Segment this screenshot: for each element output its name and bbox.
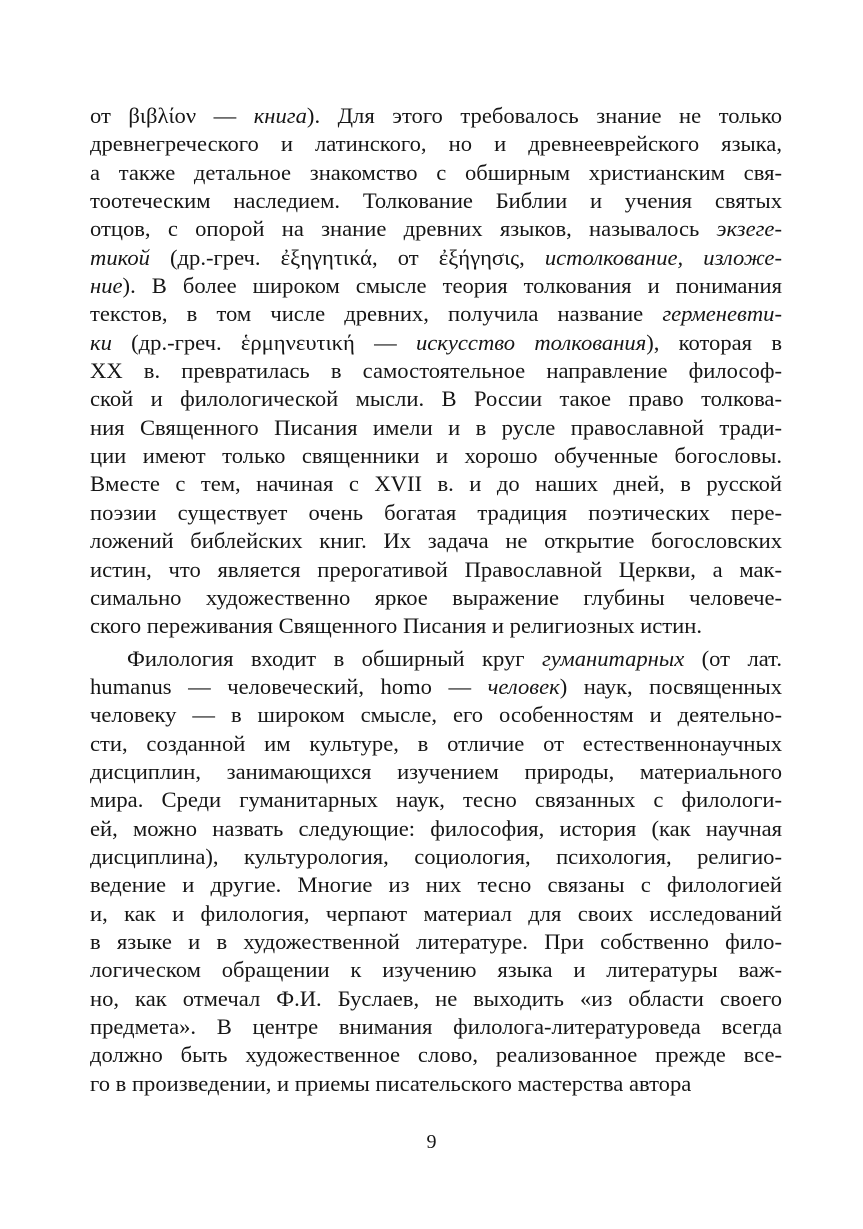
italic-run: истолкование, изложе- (544, 244, 782, 270)
italic-run: искусство толкования (415, 329, 647, 355)
italic-run: ние (90, 273, 123, 299)
paragraph (90, 645, 782, 1099)
text-line (90, 159, 782, 187)
text-line (90, 815, 782, 843)
text-run: ния Священного Писания имели и в русле православной тради- (90, 414, 782, 440)
text-run: и, как и филология, черпают материал для своих исследований (90, 900, 782, 926)
italic-run: человек (487, 673, 560, 699)
text-run: текстов, в том числе древних, получила название (90, 301, 663, 327)
text-run: го в произведении, и приемы писательского мастерства автора (90, 1070, 692, 1096)
text-line (90, 357, 782, 385)
text-line (90, 645, 782, 673)
text-run: от βιβλίον — (90, 103, 254, 128)
text-run: ). Для этого требовалось знание не только (306, 103, 783, 128)
text-line (90, 1070, 782, 1098)
text-line (90, 329, 782, 357)
text-run: ложений библейских книг. Их задача не открытие богословских (90, 528, 782, 554)
text-line (90, 871, 782, 899)
text-line (90, 985, 782, 1013)
text-run: древнегреческого и латинского, но и древнееврейского языка, (90, 131, 782, 157)
text-run: в языке и в художественной литературе. При собственно фило- (90, 928, 782, 954)
text-line (90, 527, 782, 555)
text-line (90, 102, 782, 130)
text-line (90, 956, 782, 984)
text-run: ). В более широком смысле теория толкования и понимания (122, 273, 782, 299)
text-line (90, 786, 782, 814)
text-line (90, 300, 782, 328)
text-run: дисциплин, занимающихся изучением природы, материального (90, 758, 782, 784)
text-line (90, 187, 782, 215)
text-run: предмета». В центре внимания филолога-литературоведа всегда (90, 1014, 782, 1039)
text-run: ского переживания Священного Писания и религиозных истин. (90, 613, 702, 639)
body-text (90, 102, 782, 1098)
text-line (90, 385, 782, 413)
text-line (90, 900, 782, 928)
text-run: (др.-греч. ἐξηγητικά, от ἐξήγησις, (149, 244, 545, 270)
text-run: XX в. превратилась в самостоятельное направление философ- (90, 358, 782, 384)
text-run: Филология входит в обширный круг (127, 645, 542, 671)
text-run: а также детальное знакомство с обширным христианским свя- (90, 159, 782, 185)
text-line (90, 584, 782, 612)
text-run: ской и филологической мысли. В России такое право толкова- (90, 386, 782, 412)
text-line (90, 1041, 782, 1069)
italic-run: книга (253, 103, 307, 128)
text-line (90, 272, 782, 300)
paragraph (90, 102, 782, 641)
text-line (90, 612, 782, 640)
text-run: поэзии существует очень богатая традиция поэтических пере- (90, 499, 782, 525)
text-line (90, 673, 782, 701)
text-run: симально художественно яркое выражение глубины человече- (90, 584, 782, 610)
page-number: 9 (426, 1131, 437, 1153)
text-line (90, 414, 782, 442)
text-run: (от лат. (684, 645, 783, 671)
text-run: сти, созданной им культуре, в отличие от естественнонаучных (90, 730, 782, 756)
text-run: отцов, с опорой на знание древних языков, называлось (90, 216, 717, 242)
text-line (90, 701, 782, 729)
text-run: тоотеческим наследием. Толкование Библии и учения святых (90, 188, 782, 214)
italic-run: тикой (90, 244, 150, 270)
text-line (90, 215, 782, 243)
text-line (90, 556, 782, 584)
text-run: должно быть художественное слово, реализованное прежде все- (90, 1042, 782, 1068)
text-line (90, 244, 782, 272)
text-run: ции имеют только священники и хорошо обученные богословы. (90, 443, 782, 469)
text-line (90, 928, 782, 956)
text-line (90, 758, 782, 786)
text-run: ведение и другие. Многие из них тесно связаны с филологией (90, 872, 782, 898)
text-run: Вместе с тем, начиная с XVII в. и до наших дней, в русской (90, 471, 782, 497)
text-line (90, 130, 782, 158)
text-line (90, 843, 782, 871)
text-run: истин, что является прерогативой Православной Церкви, а мак- (90, 556, 782, 582)
text-run: ей, можно назвать следующие: философия, история (как научная (90, 815, 782, 841)
text-line (90, 442, 782, 470)
text-run: (др.-греч. ἑρμηνευτική — (111, 329, 416, 355)
text-run: ) наук, посвященных (559, 673, 782, 699)
text-line (90, 730, 782, 758)
text-run: но, как отмечал Ф.И. Буслаев, не выходить «из области своего (90, 985, 782, 1011)
text-line (90, 499, 782, 527)
text-line (90, 470, 782, 498)
text-run: логическом обращении к изучению языка и литературы важ- (90, 957, 782, 983)
text-run: мира. Среди гуманитарных наук, тесно связанных с филологи- (90, 787, 782, 813)
text-run: человеку — в широком смысле, его особенностям и деятельно- (90, 702, 782, 728)
italic-run: герменевти- (662, 301, 782, 327)
text-line (90, 1013, 782, 1041)
italic-run: экзеге- (716, 216, 782, 242)
italic-run: ки (90, 329, 112, 355)
text-run: humanus — человеческий, homo — (90, 673, 488, 699)
text-run: ), которая в (646, 329, 782, 355)
italic-run: гуманитарных (542, 645, 685, 671)
text-run: дисциплина), культурология, социология, психология, религио- (90, 843, 782, 869)
